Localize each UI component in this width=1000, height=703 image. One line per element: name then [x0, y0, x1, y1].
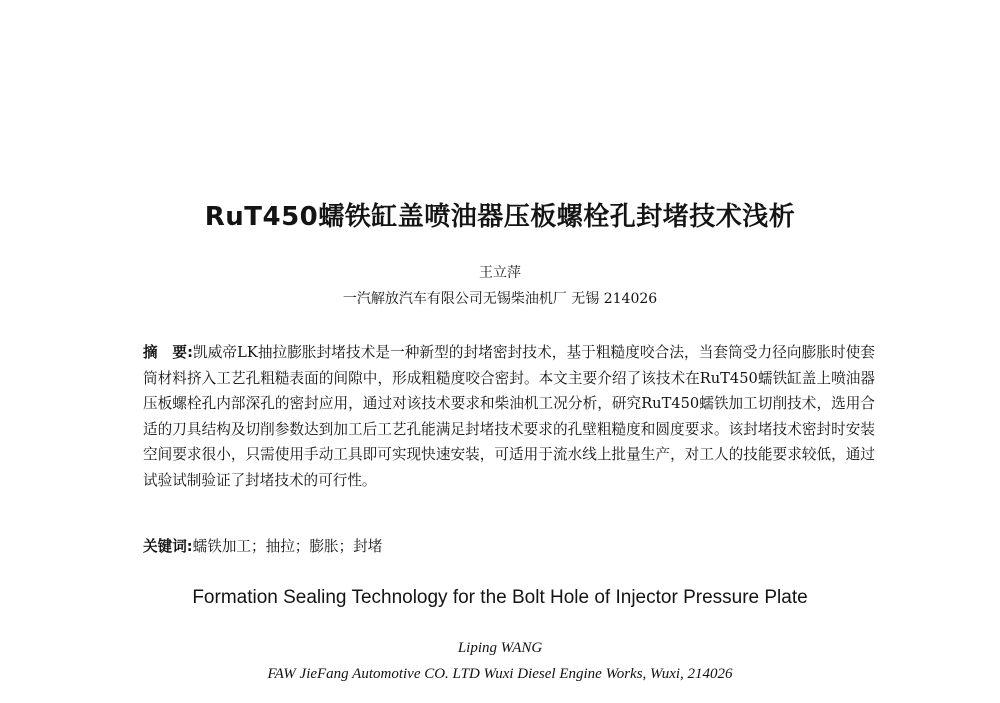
abstract-text: 凯威帝LK抽拉膨胀封堵技术是一种新型的封堵密封技术，基于粗糙度咬合法，当套筒受力径向膨胀时使套筒材料挤入工艺孔粗糙表面的间隙中，形成粗糙度咬合密封。本文主要介绍了该技术在RuT450蠕铁缸盖上喷油器压板螺栓孔内部深孔的密封应用，通过对该技术要求和柴油机工况分析，研究RuT450蠕铁加工切削技术，选用合适的刀具结构及切削参数达到加工后工艺孔能满足封堵技术要求的孔壁粗糙度和圆度要求。该封堵技术密封时安装空间要求很小，只需使用手动工具即可实现快速安装，可适用于流水线上批量生产，对工人的技能要求较低，通过试验试制验证了封堵技术的可行性。 [143, 344, 875, 489]
paper-title-en: Formation Sealing Technology for the Bolt Hole of Injector Pressure Plate [192, 587, 808, 608]
author-name-cn: 王立萍 [479, 265, 521, 281]
keywords [143, 535, 875, 556]
paper-title-cn: RuT450蠕铁缸盖喷油器压板螺栓孔封堵技术浅析 [204, 202, 796, 232]
keywords-text: 蠕铁加工；抽拉；膨胀；封堵 [192, 538, 383, 555]
abstract-label: 摘 要: [143, 344, 193, 361]
abstract [143, 340, 875, 494]
author-affiliation-cn: 一汽解放汽车有限公司无锡柴油机厂 无锡 214026 [342, 291, 658, 307]
author-name-en: Liping WANG [457, 640, 543, 656]
author-affiliation-en: FAW JieFang Automotive CO. LTD Wuxi Diesel Engine Works, Wuxi, 214026 [267, 666, 733, 682]
keywords-label: 关键词: [143, 538, 193, 555]
